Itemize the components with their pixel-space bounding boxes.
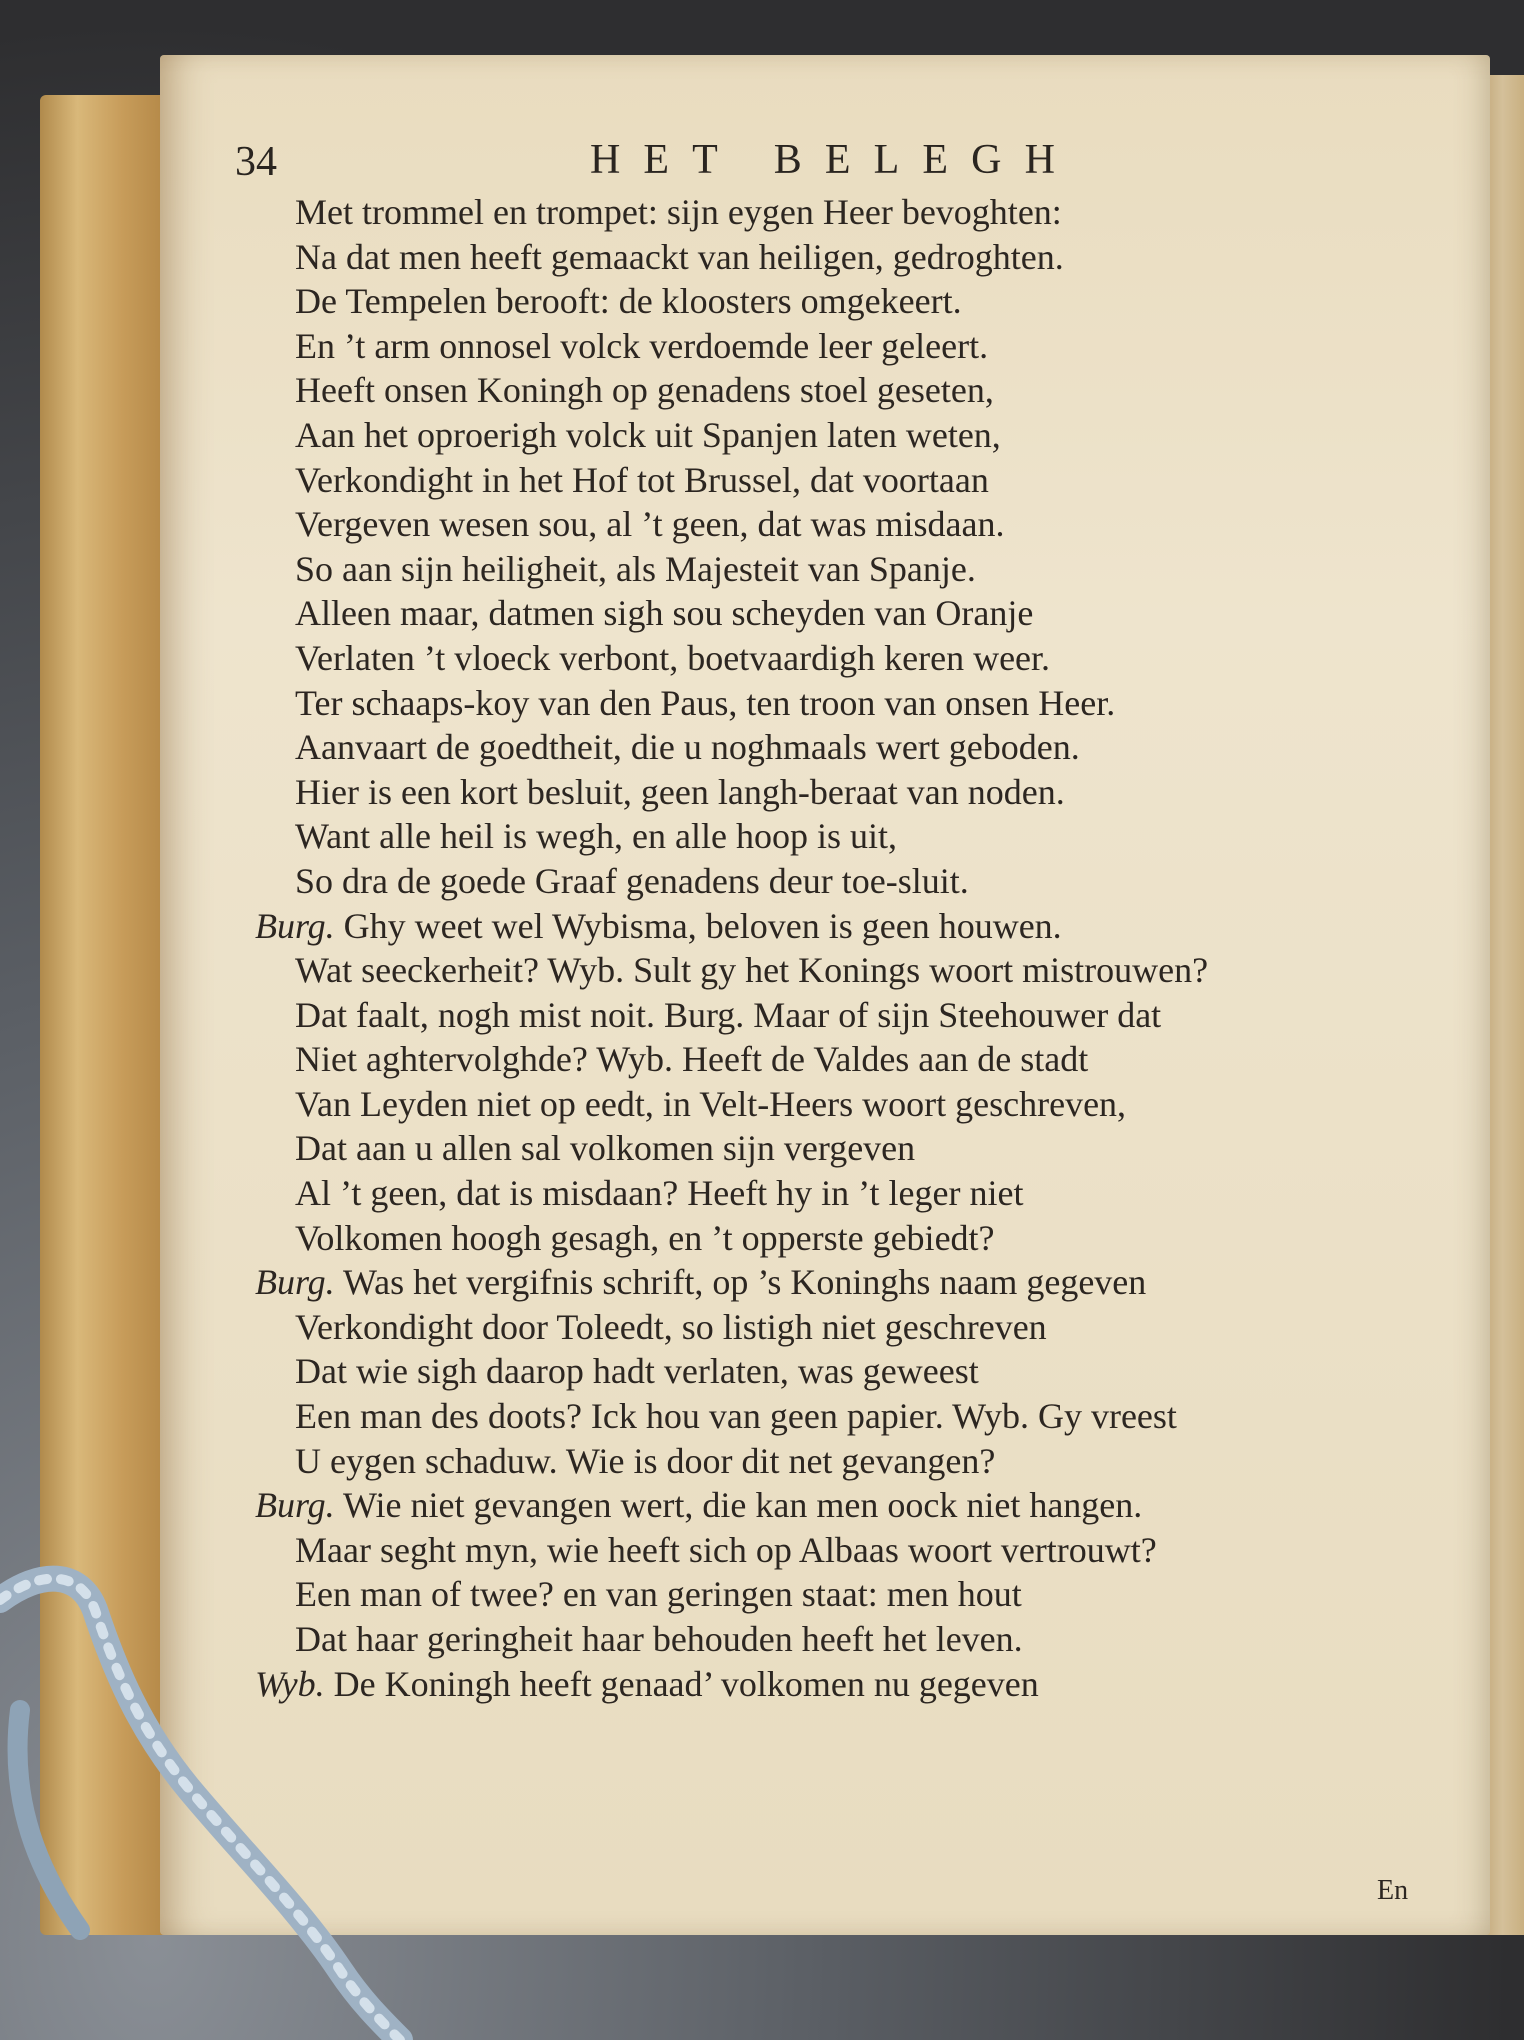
line-text: Dat wie sigh daarop hadt verlaten, was geweest: [295, 1351, 979, 1392]
bookmark-ribbon: [0, 1530, 440, 2040]
line-text: Alleen maar, datmen sigh sou scheyden van Oranje: [295, 593, 1034, 634]
page-number: 34: [235, 139, 277, 185]
verse-line: [255, 859, 1435, 904]
speaker-label: Burg.: [255, 1262, 335, 1303]
verse-line: [255, 770, 1435, 815]
verse-line: [255, 190, 1435, 235]
line-text: Was het vergifnis schrift, op ’s Koninghs naam gegeven: [334, 1262, 1147, 1303]
line-text: Verkondight door Toleedt, so listigh niet geschreven: [295, 1306, 1047, 1347]
verse-line: [255, 1216, 1435, 1261]
line-text: Dat haar geringheit haar behouden heeft het leven.: [295, 1619, 1023, 1659]
running-title: HET BELEGH: [590, 137, 1079, 183]
line-text: Een man of twee? en van geringen staat: men hout: [295, 1574, 1022, 1615]
verse-line: [255, 591, 1435, 636]
line-text: De Tempelen berooft: de kloosters omgekeert.: [295, 281, 962, 322]
line-text: Na dat men heeft gemaackt van heiligen, gedroghten.: [295, 236, 1064, 277]
verse-line: [255, 1037, 1435, 1082]
line-text: Dat aan u allen sal volkomen sijn vergeven: [295, 1128, 916, 1169]
line-text: Van Leyden niet op eedt, in Velt-Heers woort geschreven,: [295, 1083, 1127, 1124]
line-text: Wie niet gevangen wert, die kan men oock niet hangen.: [334, 1485, 1143, 1526]
speaker-label: Burg.: [255, 905, 335, 946]
line-text: Want alle heil is wegh, en alle hoop is uit,: [295, 816, 897, 857]
verse-line: [255, 1483, 1435, 1528]
verse-line: [255, 1305, 1435, 1350]
line-text: Ter schaaps-koy van den Paus, ten troon van onsen Heer.: [295, 682, 1116, 723]
verse-line: [255, 725, 1435, 770]
verse-line: [255, 1439, 1435, 1484]
line-text: Aanvaart de goedtheit, die u noghmaals wert geboden.: [295, 727, 1080, 768]
verse-line: [255, 279, 1435, 324]
line-text: En ’t arm onnosel volck verdoemde leer geleert.: [295, 325, 989, 366]
verse-line: [255, 458, 1435, 503]
verse-line: [255, 1394, 1435, 1439]
line-text: Niet aghtervolghde? Wyb. Heeft de Valdes aan de stadt: [295, 1039, 1089, 1080]
line-text: Verkondight in het Hof tot Brussel, dat voortaan: [295, 459, 989, 500]
verse-line: [255, 502, 1435, 547]
line-text: Een man des doots? Ick hou van geen papier. Wyb. Gy vreest: [295, 1396, 1177, 1437]
line-text: Hier is een kort besluit, geen langh-beraat van noden.: [295, 771, 1065, 812]
line-text: Al ’t geen, dat is misdaan? Heeft hy in ’t leger niet: [295, 1173, 1024, 1214]
line-text: U eygen schaduw. Wie is door dit net gevangen?: [295, 1440, 996, 1481]
verse-line: [255, 1260, 1435, 1305]
verse-line: [255, 1171, 1435, 1216]
verse-text: [255, 190, 1435, 1706]
line-text: De Koningh heeft genaad’ volkomen nu gegeven: [324, 1663, 1039, 1704]
line-text: Wat seeckerheit? Wyb. Sult gy het Konings woort mistrouwen?: [295, 950, 1209, 991]
verse-line: [255, 904, 1435, 949]
line-text: Ghy weet wel Wybisma, beloven is geen houwen.: [334, 905, 1062, 946]
line-text: So dra de goede Graaf genadens deur toe-sluit.: [295, 860, 969, 901]
verse-line: [255, 1126, 1435, 1171]
line-text: Maar seght myn, wie heeft sich op Albaas woort vertrouwt?: [295, 1529, 1157, 1570]
verse-line: [255, 681, 1435, 726]
speaker-label: Wyb.: [255, 1663, 325, 1704]
verse-line: [255, 235, 1435, 280]
verse-line: [255, 413, 1435, 458]
verse-line: [255, 324, 1435, 369]
verse-line: [255, 814, 1435, 859]
verse-line: [255, 948, 1435, 993]
verse-line: [255, 1082, 1435, 1127]
verse-line: [255, 636, 1435, 681]
line-text: Aan het oproerigh volck uit Spanjen laten weten,: [295, 414, 1001, 455]
line-text: Heeft onsen Koningh op genadens stoel geseten,: [295, 370, 994, 411]
line-text: Vergeven wesen sou, al ’t geen, dat was misdaan.: [295, 504, 1005, 545]
line-text: Verlaten ’t vloeck verbont, boetvaardigh keren weer.: [295, 637, 1051, 678]
line-text: Volkomen hoogh gesagh, en ’t opperste gebiedt?: [295, 1217, 995, 1258]
line-text: Dat faalt, nogh mist noit. Burg. Maar of sijn Steehouwer dat: [295, 994, 1162, 1035]
verse-line: [255, 1349, 1435, 1394]
page-header: [235, 128, 1195, 188]
verse-line: [255, 547, 1435, 592]
speaker-label: Burg.: [255, 1485, 335, 1526]
line-text: So aan sijn heiligheit, als Majesteit van Spanje.: [295, 548, 976, 589]
line-text: Met trommel en trompet: sijn eygen Heer bevoghten:: [295, 192, 1062, 232]
verse-line: [255, 993, 1435, 1038]
catchword: En: [1377, 1875, 1409, 1906]
verse-line: [255, 368, 1435, 413]
